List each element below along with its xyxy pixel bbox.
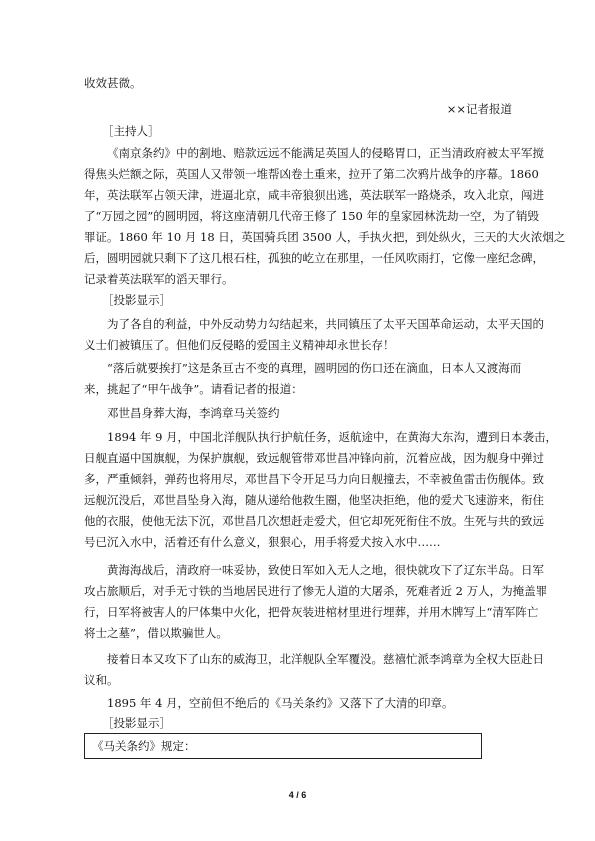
byline: ××记者报道 <box>446 102 512 116</box>
treaty-table-cell: 《马关条约》规定： <box>92 739 196 753</box>
paragraph-line: 来，挑起了“甲午战争”。请看记者的报道： <box>84 382 303 396</box>
paragraph-line: 得焦头烂额之际，英国人又带领一堆帮凶卷土重来，拉开了第二次鸦片战争的序幕。1860 <box>84 167 539 181</box>
paragraph-line: 号已沉入水中，活着还有什么意义，狠狠心，用手将爱犬按入水中…… <box>84 535 441 549</box>
paragraph-line: 了“万园之园”的圆明园，将这座清朝几代帝王修了 150 年的皇家园林洗劫一空，为了销毁 <box>84 209 540 223</box>
section-label-host: ［主持人］ <box>102 124 160 138</box>
paragraph-line: 行，日军将被害人的尸体集中火化，把骨灰装进棺材里进行埋葬，并用木牌写上“清军阵亡 <box>84 605 539 619</box>
paragraph-line: 接着日本又攻下了山东的威海卫，北洋舰队全军覆没。慈禧忙派李鸿章为全权大臣赴日 <box>107 652 544 666</box>
paragraph-line: 日舰直逼中国旗舰，为保护旗舰，致远舰管带邓世昌冲锋向前，沉着应战，因为舰身中弹过 <box>84 451 544 465</box>
paragraph-host <box>84 143 566 290</box>
paragraph-war <box>84 358 522 400</box>
paragraph-line: “落后就要挨打”这是条亘古不变的真理，圆明园的伤口还在滴血，日本人又渡海而 <box>107 361 522 375</box>
paragraph-1894 <box>84 427 558 553</box>
paragraph-line: 黄海海战后，清政府一味妥协，致使日军如入无人之地，很快就攻下了辽东半岛。日军 <box>107 563 544 577</box>
paragraph-line: 年，英法联军占领天津，进逼北京，咸丰帝狼狈出逃，英法联军一路烧杀，攻入北京，闯进 <box>84 188 544 202</box>
report-headline: 邓世昌身葬大海，李鸿章马关签约 <box>107 406 280 420</box>
paragraph-projection <box>84 314 544 356</box>
paragraph-line: 1894 年 9 月，中国北洋舰队执行护航任务，返航途中，在黄海大东沟，遭到日本袭击， <box>107 430 558 444</box>
paragraph-line: 后，圆明园就只剩下了这几根石柱，孤独的屹立在那里，一任风吹雨打，它像一座纪念碑， <box>84 251 544 265</box>
paragraph-line: 记录着英法联军的滔天罪行。 <box>84 272 234 286</box>
paragraph-line: 为了各自的利益，中外反动势力勾结起来，共同镇压了太平天国革命运动，太平天国的 <box>107 317 544 331</box>
paragraph-line: 《南京条约》中的割地、赔款远远不能满足英国人的侵略胃口，正当清政府被太平军搅 <box>107 146 544 160</box>
paragraph-line: 他的衣服，使他无法下沉，邓世昌几次想赶走爱犬，但它却死死衔住不放。生死与共的致远 <box>84 514 544 528</box>
paragraph-after-battle <box>84 560 548 644</box>
paragraph-1895: 1895 年 4 月，空前但不绝后的《马关条约》又落下了大清的印章。 <box>107 696 454 710</box>
opening-line: 收效甚微。 <box>84 76 142 90</box>
paragraph-line: 多，严重倾斜，弹药也将用尽，邓世昌下令开足马力向日舰撞去，不幸被鱼雷击伤舰体。致 <box>84 472 544 486</box>
paragraph-line: 罪证。1860 年 10 月 18 日，英国骑兵团 3500 人，手执火把，到处纵火，三天的大火浓烟之 <box>84 230 566 244</box>
paragraph-weihai <box>84 649 544 691</box>
section-label-projection: ［投影显示］ <box>102 293 171 307</box>
page-number: 4 / 6 <box>288 790 307 800</box>
paragraph-line: 议和。 <box>84 673 119 687</box>
section-label-projection-2: ［投影显示］ <box>102 716 171 730</box>
treaty-table <box>84 733 482 759</box>
paragraph-line: 远舰沉没后，邓世昌坠身入海，随从递给他救生圈，他坚决拒绝，他的爱犬飞速游来，衔住 <box>84 493 544 507</box>
paragraph-line: 义士们被镇压了。但他们反侵略的爱国主义精神却永世长存！ <box>84 338 395 352</box>
paragraph-line: 将士之墓”，借以欺骗世人。 <box>84 626 228 640</box>
paragraph-line: 攻占旅顺后，对手无寸铁的当地居民进行了惨无人道的大屠杀，死难者近 2 万人，为掩盖罪 <box>84 584 548 598</box>
